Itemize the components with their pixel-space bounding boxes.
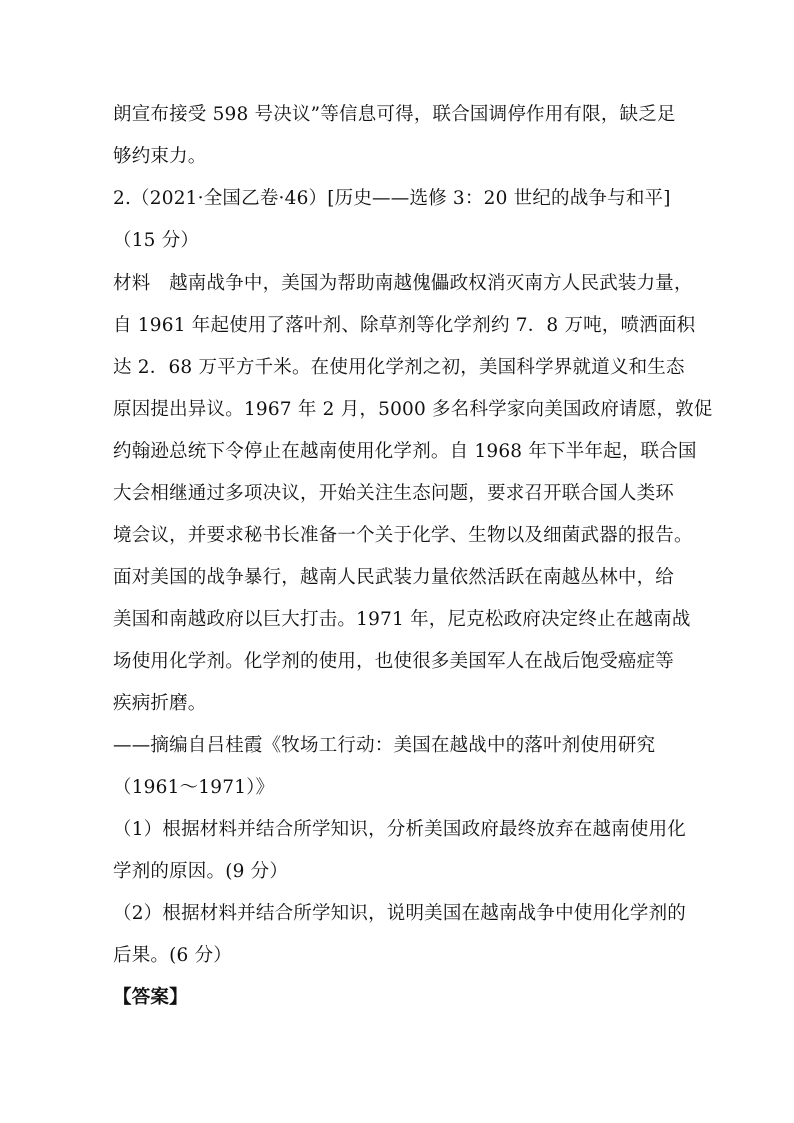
answer-label: 【答案】 bbox=[113, 987, 188, 1008]
material-line: 自 1961 年起使用了落叶剂、除草剂等化学剂约 7．8 万吨，喷洒面积 bbox=[113, 315, 696, 336]
material-line: 境会议，并要求秘书长准备一个关于化学、生物以及细菌武器的报告。 bbox=[113, 525, 693, 546]
material-line: 材料 越南战争中，美国为帮助南越傀儡政权消灭南方人民武装力量， bbox=[113, 273, 693, 294]
source-citation: ——摘编自吕桂霞《牧场工行动：美国在越战中的落叶剂使用研究 bbox=[113, 735, 656, 756]
material-line: 面对美国的战争暴行，越南人民武装力量依然活跃在南越丛林中，给 bbox=[113, 567, 675, 588]
sub-question-1: （1）根据材料并结合所学知识，分析美国政府最终放弃在越南使用化 bbox=[113, 819, 686, 840]
intro-line-2: 够约束力。 bbox=[113, 146, 207, 167]
sub-question-2: （2）根据材料并结合所学知识，说明美国在越南战争中使用化学剂的 bbox=[113, 903, 686, 924]
material-line: 场使用化学剂。化学剂的使用，也使很多美国军人在战后饱受癌症等 bbox=[113, 651, 675, 672]
question-score: （15 分） bbox=[113, 230, 200, 251]
material-line: 大会相继通过多项决议，开始关注生态问题，要求召开联合国人类环 bbox=[113, 483, 675, 504]
source-citation-cont: （1961～1971）》 bbox=[113, 777, 275, 798]
sub-question-1-cont: 学剂的原因。(9 分） bbox=[113, 861, 289, 882]
material-line: 原因提出异议。1967 年 2 月，5000 多名科学家向美国政府请愿，敦促 bbox=[113, 399, 713, 420]
material-line: 美国和南越政府以巨大打击。1971 年，尼克松政府决定终止在越南战 bbox=[113, 609, 691, 630]
question-header: 2.（2021·全国乙卷·46）[历史——选修 3：20 世纪的战争与和平] bbox=[113, 188, 671, 209]
sub-question-2-cont: 后果。(6 分） bbox=[113, 945, 232, 966]
material-line: 约翰逊总统下令停止在越南使用化学剂。自 1968 年下半年起，联合国 bbox=[113, 441, 697, 462]
material-line: 达 2．68 万平方千米。在使用化学剂之初，美国科学界就道义和生态 bbox=[113, 357, 685, 378]
intro-line-1: 朗宣布接受 598 号决议”等信息可得，联合国调停作用有限，缺乏足 bbox=[113, 104, 676, 125]
material-line: 疾病折磨。 bbox=[113, 693, 207, 714]
